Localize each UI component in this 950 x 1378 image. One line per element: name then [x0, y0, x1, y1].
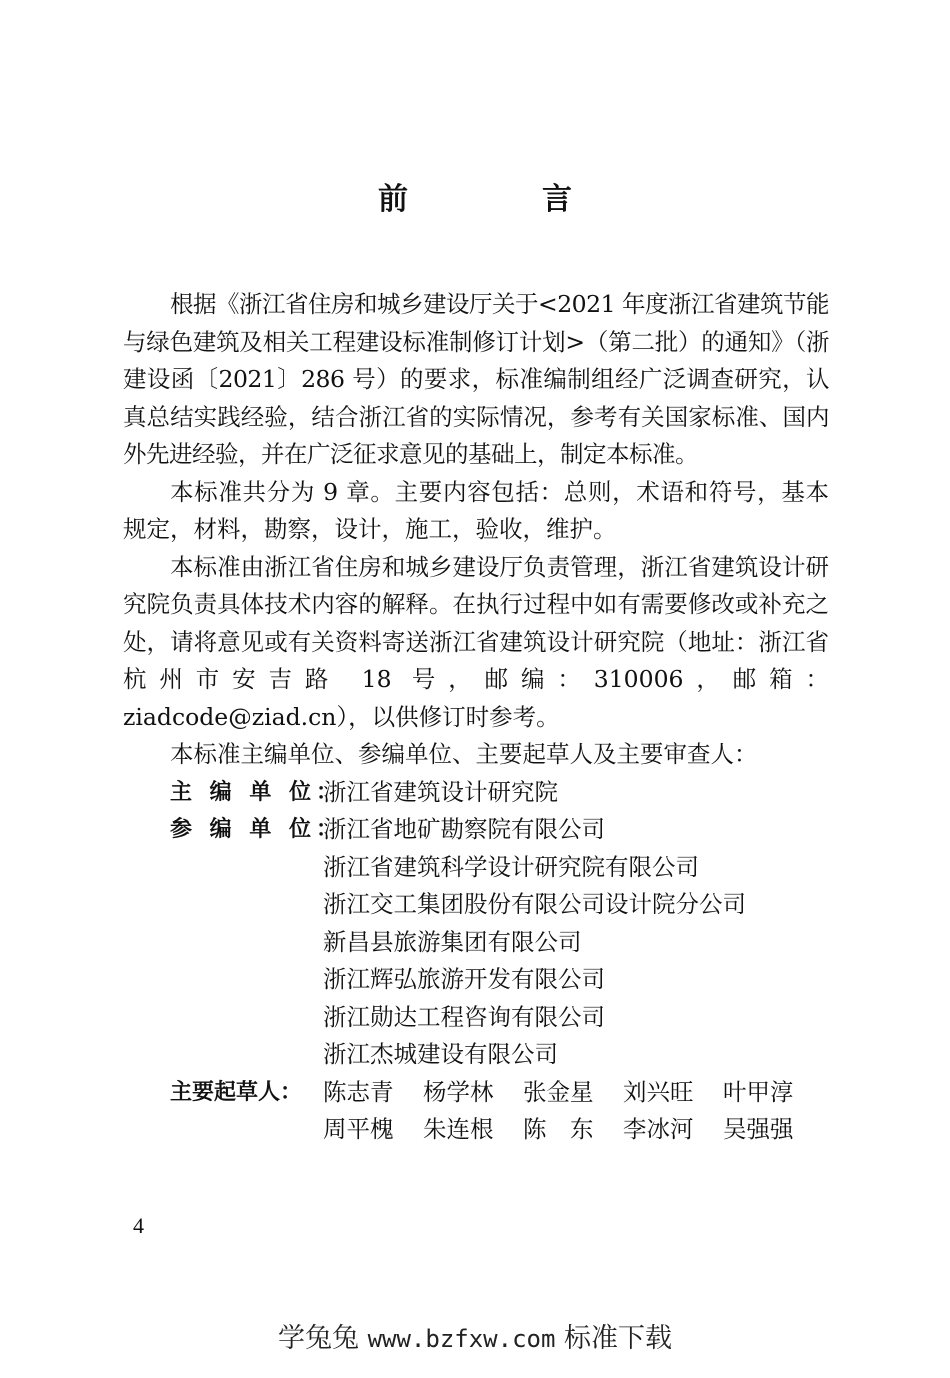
drafter-name: 叶甲淳: [723, 1077, 794, 1106]
participant-unit: 浙江勋达工程咨询有限公司: [323, 1002, 605, 1031]
drafters-label: 主要起草人：: [170, 1079, 303, 1105]
participants-label: 参 编 单 位：: [170, 817, 343, 842]
watermark-url: www.bzfxw.com: [367, 1325, 556, 1353]
chief-editor-unit: 浙江省建筑设计研究院: [323, 777, 558, 806]
participant-unit: 新昌县旅游集团有限公司: [323, 927, 582, 956]
paragraph-units-intro: 本标准主编单位、参编单位、主要起草人及主要审查人：: [170, 740, 758, 768]
watermark: [0, 1316, 950, 1355]
watermark-tagline: 标准下载: [564, 1323, 673, 1354]
watermark-site-name: 学兔兔: [277, 1323, 359, 1354]
chief-editor-label: 主 编 单 位：: [170, 779, 343, 805]
units-list: [123, 774, 829, 1149]
drafter-name: 杨学林: [423, 1077, 494, 1106]
participants-row: [123, 811, 829, 1074]
participant-unit: 浙江省建筑科学设计研究院有限公司: [323, 852, 699, 881]
drafter-name: 周平槐: [323, 1115, 394, 1143]
preface-body: [123, 286, 829, 1149]
drafter-name: 刘兴旺: [623, 1077, 694, 1106]
paragraph-basis: 根据《浙江省住房和城乡建设厅关于<2021 年度浙江省建筑节能与绿色建筑及相关工程建设标准制修订计划>（第二批）的通知》（浙建设函〔2021〕286 号）的要求，标准编制组经广泛调查研究，认真总结实践经验，结合浙江省的实际情况，参考有关国家标准、国内外先进经验，并在广泛征求意见的基础上，制定本标准。: [123, 290, 829, 468]
paragraph-chapters: 本标准共分为 9 章。主要内容包括：总则，术语和符号，基本规定，材料，勘察，设计，施工，验收，维护。: [123, 477, 829, 543]
drafter-name: 陈志青: [323, 1077, 394, 1106]
paragraph-management: 本标准由浙江省住房和城乡建设厅负责管理，浙江省建筑设计研究院负责具体技术内容的解释。在执行过程中如有需要修改或补充之处，请将意见或有关资料寄送浙江省建筑设计研究院（地址：浙江省杭州市安吉路 18 号，邮编：310006，邮箱：ziadcode@ziad.cn），以供修订时参考。: [123, 552, 829, 731]
participant-unit: 浙江辉弘旅游开发有限公司: [323, 965, 605, 993]
participant-unit: 浙江省地矿勘察院有限公司: [323, 815, 605, 843]
page-number: 4: [133, 1213, 144, 1238]
drafter-name: 张金星: [523, 1077, 594, 1106]
drafters-names: [323, 1074, 829, 1149]
drafter-name: 李冰河: [623, 1115, 694, 1143]
page-title: 前 言: [378, 182, 624, 217]
participant-unit: 浙江交工集团股份有限公司设计院分公司: [323, 890, 746, 918]
drafter-name: 吴强强: [723, 1115, 794, 1143]
drafter-name: 朱连根: [423, 1115, 494, 1143]
chief-editor-row: [123, 774, 829, 812]
drafter-name: 陈 东: [523, 1115, 594, 1143]
drafters-row: [123, 1074, 829, 1149]
participant-unit: 浙江杰城建设有限公司: [323, 1040, 558, 1068]
